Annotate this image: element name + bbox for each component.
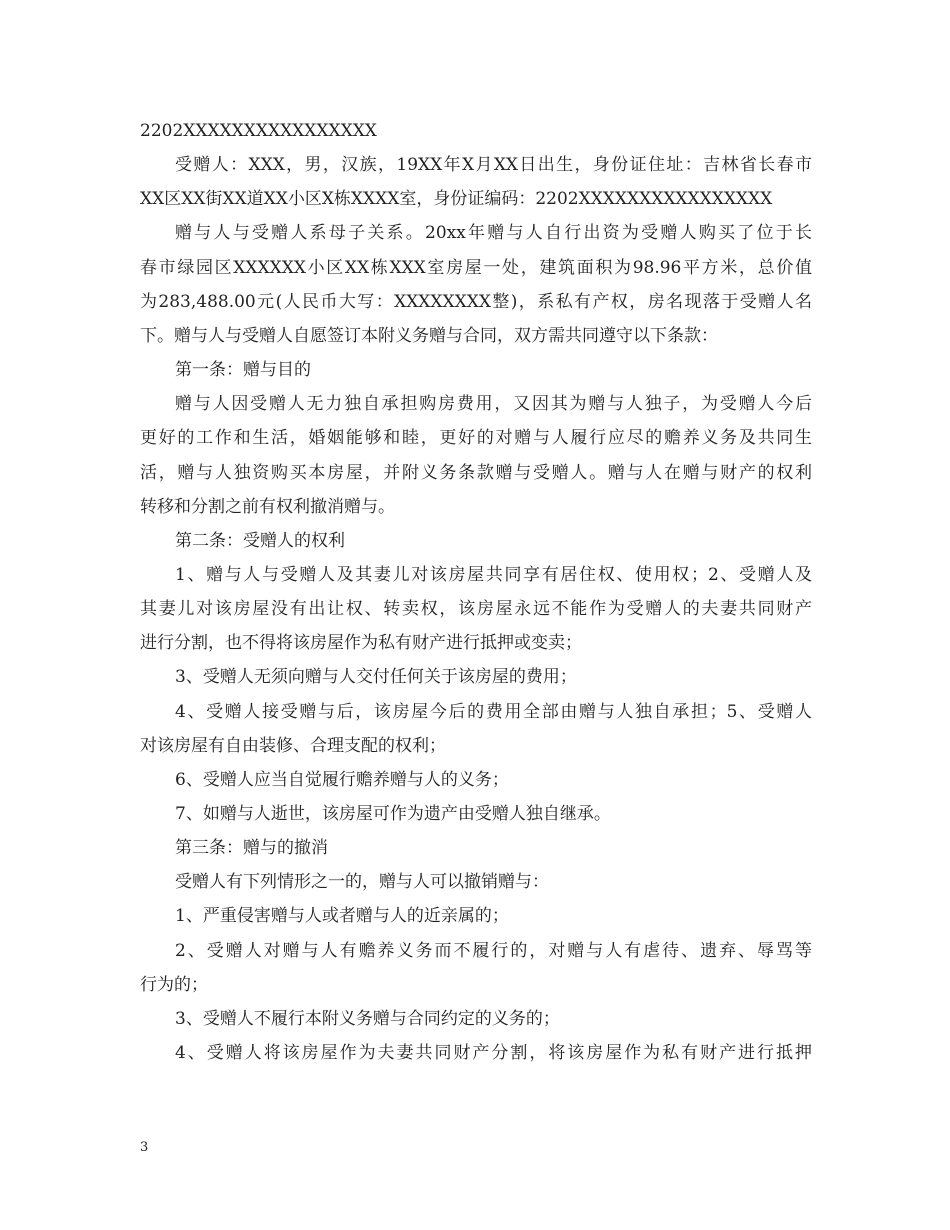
- document-line: 赠与人因受赠人无力独自承担购房费用，又因其为赠与人独子，为受赠人今后: [175, 394, 812, 415]
- document-line: 6、受赠人应当自觉履行赡养赠与人的义务；: [175, 769, 509, 790]
- document-line: 为283,488.00元(人民币大写：XXXXXXXX整)，系私有产权，房名现落于受赠人名: [140, 291, 812, 312]
- document-line: 2202XXXXXXXXXXXXXXXX: [140, 121, 377, 141]
- document-line: 4、受赠人将该房屋作为夫妻共同财产分割，将该房屋作为私有财产进行抵押: [175, 1043, 812, 1064]
- document-line: 更好的工作和生活，婚姻能够和睦，更好的对赠与人履行应尽的赡养义务及共同生: [140, 428, 812, 449]
- document-line: 3、受赠人不履行本附义务赠与合同约定的义务的；: [175, 1008, 560, 1029]
- document-line: 第三条：赠与的撤消: [175, 838, 328, 859]
- document-line: 春市绿园区XXXXXX小区XX栋XXX室房屋一处，建筑面积为98.96平方米，总价值: [140, 257, 812, 278]
- document-line: 下。赠与人与受赠人自愿签订本附义务赠与合同，双方需共同遵守以下条款：: [140, 325, 718, 346]
- document-line: 受赠人：XXX，男，汉族，19XX年X月XX日出生，身份证住址：吉林省长春市: [175, 155, 812, 176]
- document-line: 转移和分割之前有权利撤消赠与。: [140, 496, 395, 517]
- document-line: 1、严重侵害赠与人或者赠与人的近亲属的；: [175, 906, 509, 927]
- document-line: 活，赠与人独资购买本房屋，并附义务条款赠与受赠人。赠与人在赠与财产的权利: [140, 462, 812, 483]
- document-line: 对该房屋有自由装修、合理支配的权利；: [140, 735, 446, 756]
- document-line: 第二条：受赠人的权利: [175, 530, 345, 551]
- document-line: 行为的；: [140, 974, 208, 995]
- document-line: 赠与人与受赠人系母子关系。20xx年赠与人自行出资为受赠人购买了位于长: [175, 223, 812, 244]
- document-line: 4、受赠人接受赠与后，该房屋今后的费用全部由赠与人独自承担；5、受赠人: [175, 701, 812, 722]
- document-line: 受赠人有下列情形之一的，赠与人可以撤销赠与：: [175, 872, 549, 893]
- document-line: 其妻儿对该房屋没有出让权、转卖权，该房屋永远不能作为受赠人的夫妻共同财产: [140, 599, 812, 620]
- document-line: XX区XX街XX道XX小区X栋XXXX室，身份证编码：2202XXXXXXXXXXXXXXXX: [140, 189, 773, 210]
- page-number: 3: [140, 1140, 149, 1155]
- document-line: 3、受赠人无须向赠与人交付任何关于该房屋的费用；: [175, 667, 577, 688]
- document-line: 7、如赠与人逝世，该房屋可作为遗产由受赠人独自继承。: [175, 804, 611, 824]
- document-line: 1、赠与人与受赠人及其妻儿对该房屋共同享有居住权、使用权；2、受赠人及: [175, 564, 812, 585]
- document-line: 进行分割，也不得将该房屋作为私有财产进行抵押或变卖；: [140, 633, 582, 654]
- document-line: 2、受赠人对赠与人有赡养义务而不履行的，对赠与人有虐待、遗弃、辱骂等: [175, 940, 812, 961]
- document-line: 第一条：赠与目的: [175, 360, 311, 381]
